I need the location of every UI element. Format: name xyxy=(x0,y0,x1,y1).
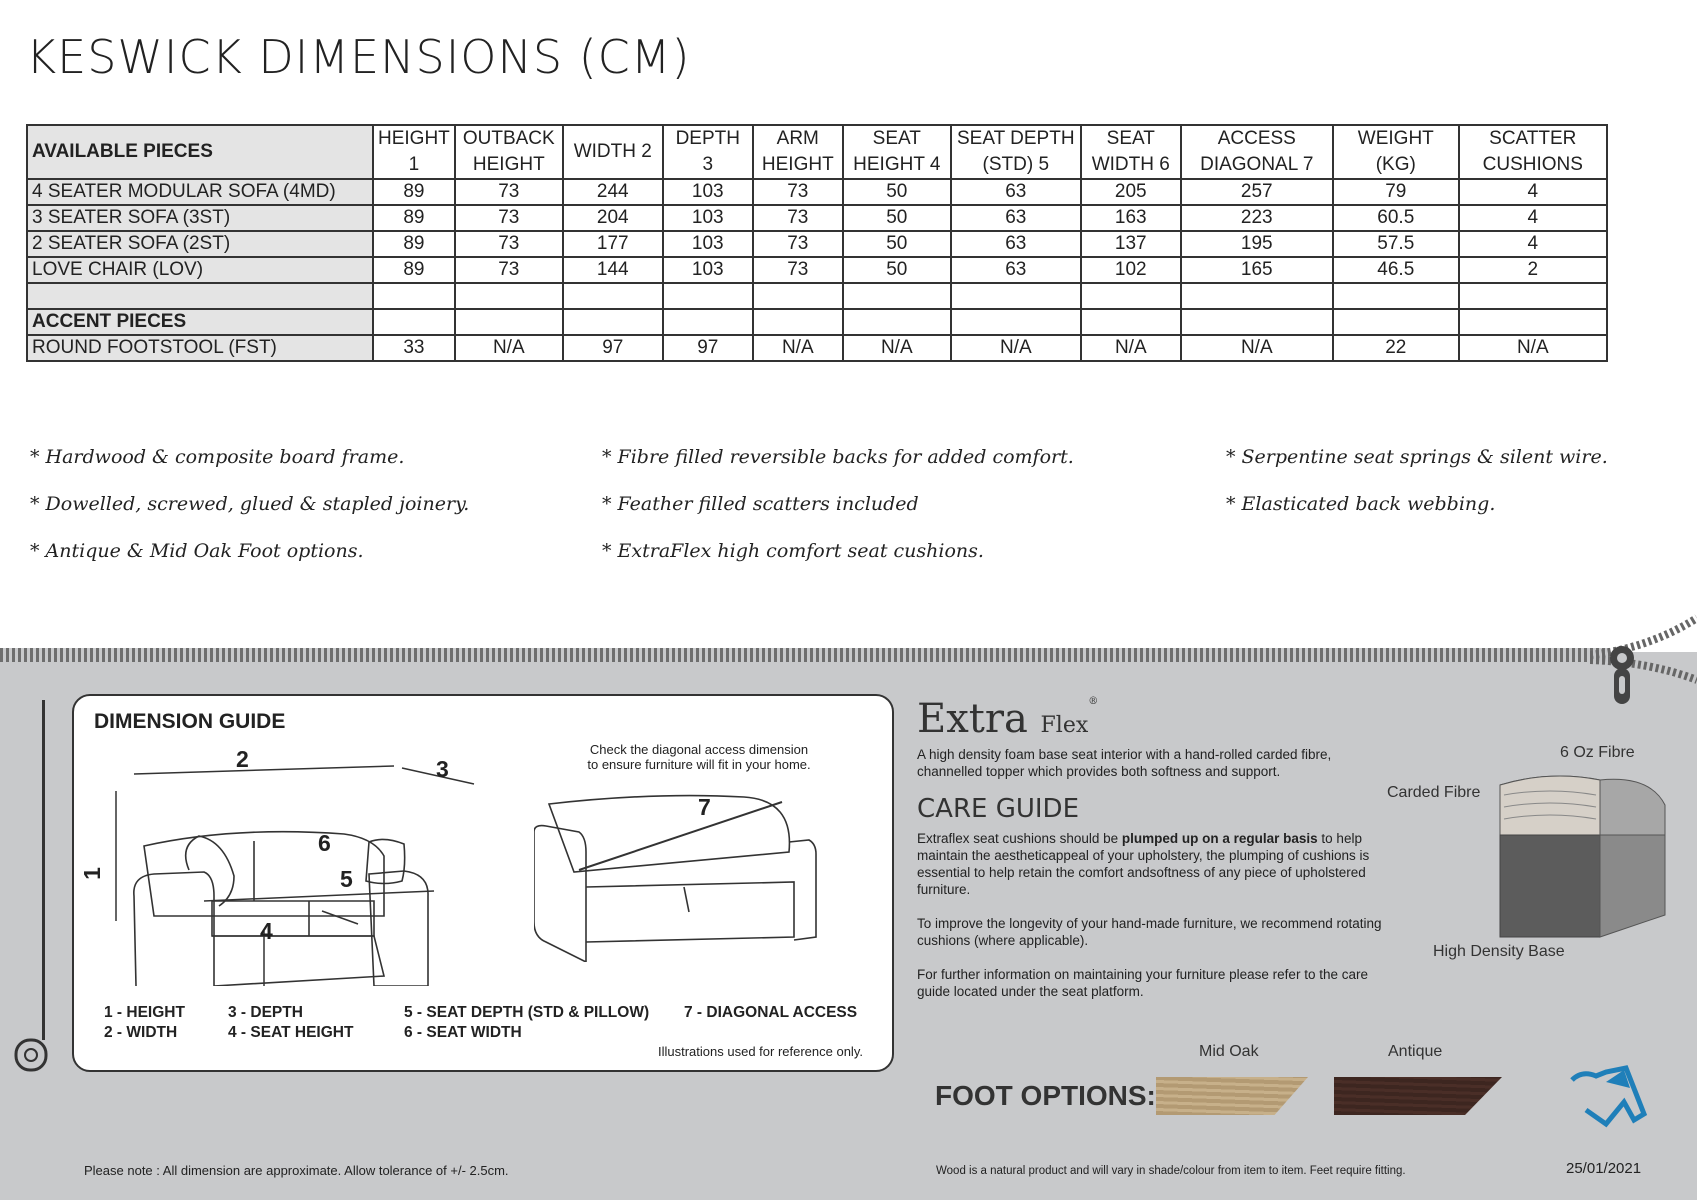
column-header: DEPTH 3 xyxy=(663,125,753,179)
table-cell xyxy=(1333,309,1459,335)
table-cell: 97 xyxy=(663,335,753,361)
table-cell: 79 xyxy=(1333,179,1459,205)
foot-options-title: FOOT OPTIONS: xyxy=(935,1080,1156,1111)
care-paragraph-1: Extraflex seat cushions should be plumped up on a regular basis to help maintain the aestheticappeal of your upholstery, the plumping of cushions is essential to help retain the comfort andsoftness of any piece of upholstered furniture. xyxy=(917,831,1370,897)
table-row xyxy=(27,335,1607,361)
table-cell: 50 xyxy=(843,257,951,283)
features-col-2 xyxy=(602,446,1074,587)
column-header: SCATTER CUSHIONS xyxy=(1459,125,1607,179)
table-cell xyxy=(1081,283,1181,309)
table-cell: N/A xyxy=(951,335,1081,361)
column-header: SEAT WIDTH 6 xyxy=(1081,125,1181,179)
table-cell xyxy=(373,309,455,335)
table-cell: 73 xyxy=(455,205,563,231)
table-body xyxy=(27,179,1607,361)
table-cell xyxy=(951,283,1081,309)
table-cell xyxy=(1459,309,1607,335)
table-cell: 4 xyxy=(1459,205,1607,231)
zipper-strip xyxy=(0,648,1610,662)
table-cell: 33 xyxy=(373,335,455,361)
diagram-label-base: High Density Base xyxy=(1433,943,1565,960)
table-cell: 103 xyxy=(663,257,753,283)
table-cell: 103 xyxy=(663,205,753,231)
table-cell xyxy=(843,283,951,309)
table-cell: 163 xyxy=(1081,205,1181,231)
table-cell: 73 xyxy=(455,257,563,283)
feature-item: * Hardwood & composite board frame. xyxy=(30,446,405,468)
table-cell: 50 xyxy=(843,179,951,205)
column-header: OUTBACK HEIGHT xyxy=(455,125,563,179)
illustration-disclaimer: Illustrations used for reference only. xyxy=(658,1044,863,1059)
diagonal-note: Check the diagonal access dimension to ensure furniture will fit in your home. xyxy=(587,742,811,772)
table-cell: 46.5 xyxy=(1333,257,1459,283)
table-cell: 195 xyxy=(1181,231,1333,257)
row-label: LOVE CHAIR (LOV) xyxy=(27,257,373,283)
legend-width: 2 - WIDTH xyxy=(104,1024,178,1041)
table-cell: 63 xyxy=(951,231,1081,257)
table-cell: 60.5 xyxy=(1333,205,1459,231)
table-cell xyxy=(843,309,951,335)
table-cell: 89 xyxy=(373,179,455,205)
table-cell xyxy=(455,283,563,309)
cushion-layers-diagram xyxy=(1490,765,1670,945)
table-cell: 165 xyxy=(1181,257,1333,283)
table-cell: 57.5 xyxy=(1333,231,1459,257)
legend-depth: 3 - DEPTH xyxy=(228,1004,303,1021)
label-4: 4 xyxy=(260,918,273,944)
sofa-diagonal-illustration xyxy=(534,792,854,962)
table-cell: 2 xyxy=(1459,257,1607,283)
table-cell: 50 xyxy=(843,205,951,231)
table-row xyxy=(27,231,1607,257)
column-header: WEIGHT (KG) xyxy=(1333,125,1459,179)
feature-item: * Dowelled, screwed, glued & stapled joinery. xyxy=(30,493,470,515)
diagram-label-mid: Carded Fibre xyxy=(1387,784,1481,801)
table-row xyxy=(27,257,1607,283)
table-row xyxy=(27,179,1607,205)
table-row xyxy=(27,205,1607,231)
table-cell: 223 xyxy=(1181,205,1333,231)
table-cell: 22 xyxy=(1333,335,1459,361)
table-cell: 73 xyxy=(455,179,563,205)
column-header: SEAT DEPTH (STD) 5 xyxy=(951,125,1081,179)
label-1: 1 xyxy=(78,867,105,880)
feature-item: * Feather filled scatters included xyxy=(602,493,919,515)
tape-measure-line xyxy=(42,700,45,1040)
features-col-3 xyxy=(1226,446,1608,540)
table-cell xyxy=(563,283,663,309)
feature-item: * Antique & Mid Oak Foot options. xyxy=(30,540,364,562)
table-cell: N/A xyxy=(1081,335,1181,361)
table-cell: 205 xyxy=(1081,179,1181,205)
column-header: SEAT HEIGHT 4 xyxy=(843,125,951,179)
table-cell: N/A xyxy=(753,335,843,361)
table-cell: N/A xyxy=(843,335,951,361)
table-cell: 63 xyxy=(951,179,1081,205)
row-label: 4 SEATER MODULAR SOFA (4MD) xyxy=(27,179,373,205)
label-6: 6 xyxy=(318,830,331,856)
footer-wood-note: Wood is a natural product and will vary in shade/colour from item to item. Feet require fitting. xyxy=(936,1165,1406,1177)
brand-logo-icon xyxy=(1566,1062,1650,1128)
table-cell: 89 xyxy=(373,231,455,257)
care-guide-title: CARE GUIDE xyxy=(917,794,1079,824)
table-cell: 97 xyxy=(563,335,663,361)
tape-measure-icon xyxy=(14,1036,50,1076)
table-cell xyxy=(563,309,663,335)
row-label xyxy=(27,283,373,309)
table-cell xyxy=(1459,283,1607,309)
label-7: 7 xyxy=(698,794,711,820)
table-cell: 137 xyxy=(1081,231,1181,257)
care-paragraph-2: To improve the longevity of your hand-made furniture, we recommend rotating cushions (where applicable). xyxy=(917,916,1382,948)
row-label: ACCENT PIECES xyxy=(27,309,373,335)
table-cell xyxy=(455,309,563,335)
legend-seat-height: 4 - SEAT HEIGHT xyxy=(228,1024,354,1041)
table-cell xyxy=(951,309,1081,335)
table-cell xyxy=(753,283,843,309)
table-cell: 102 xyxy=(1081,257,1181,283)
zipper-pull-icon xyxy=(1590,610,1697,710)
legend-seat-width: 6 - SEAT WIDTH xyxy=(404,1024,522,1041)
table-cell: 73 xyxy=(753,231,843,257)
feature-item: * ExtraFlex high comfort seat cushions. xyxy=(602,540,984,562)
table-cell: N/A xyxy=(455,335,563,361)
table-cell: 63 xyxy=(951,205,1081,231)
table-cell: 257 xyxy=(1181,179,1333,205)
table-cell xyxy=(753,309,843,335)
table-cell: 50 xyxy=(843,231,951,257)
extraflex-logo: Extra Flex® xyxy=(917,696,1099,742)
diagram-label-top: 6 Oz Fibre xyxy=(1560,744,1635,761)
label-5: 5 xyxy=(340,866,353,892)
table-cell xyxy=(663,309,753,335)
label-3: 3 xyxy=(436,756,449,782)
table-cell: 204 xyxy=(563,205,663,231)
extraflex-description: A high density foam base seat interior with a hand-rolled carded fibre, channelled topper which provides both softness and support. xyxy=(917,747,1332,779)
table-cell: 73 xyxy=(753,257,843,283)
legend-height: 1 - HEIGHT xyxy=(104,1004,185,1021)
legend-diagonal: 7 - DIAGONAL ACCESS xyxy=(684,1004,858,1021)
table-cell: 89 xyxy=(373,257,455,283)
row-label: 2 SEATER SOFA (2ST) xyxy=(27,231,373,257)
footer-note: Please note : All dimension are approximate. Allow tolerance of +/- 2.5cm. xyxy=(84,1163,509,1178)
table-cell xyxy=(373,283,455,309)
table-cell: 73 xyxy=(753,179,843,205)
feature-item: * Serpentine seat springs & silent wire. xyxy=(1226,446,1608,468)
table-cell: 177 xyxy=(563,231,663,257)
table-cell: 103 xyxy=(663,231,753,257)
table-row xyxy=(27,309,1607,335)
column-header: ACCESS DIAGONAL 7 xyxy=(1181,125,1333,179)
table-cell xyxy=(1181,309,1333,335)
dimension-guide-panel xyxy=(72,694,894,1072)
swatch-label-mid-oak: Mid Oak xyxy=(1199,1043,1259,1060)
sofa-dimension-illustration xyxy=(84,746,484,986)
table-cell: 4 xyxy=(1459,179,1607,205)
row-label: ROUND FOOTSTOOL (FST) xyxy=(27,335,373,361)
table-header-row xyxy=(27,125,1607,179)
legend-seat-depth: 5 - SEAT DEPTH (STD & PILLOW) xyxy=(404,1004,650,1021)
table-row xyxy=(27,283,1607,309)
row-label: 3 SEATER SOFA (3ST) xyxy=(27,205,373,231)
table-cell xyxy=(1333,283,1459,309)
table-cell: 244 xyxy=(563,179,663,205)
column-header: ARM HEIGHT xyxy=(753,125,843,179)
table-cell: 4 xyxy=(1459,231,1607,257)
table-cell: 73 xyxy=(753,205,843,231)
table-cell: N/A xyxy=(1459,335,1607,361)
table-cell xyxy=(1081,309,1181,335)
table-cell xyxy=(663,283,753,309)
column-header: WIDTH 2 xyxy=(563,125,663,179)
column-header: AVAILABLE PIECES xyxy=(27,125,373,179)
table-cell xyxy=(1181,283,1333,309)
table-cell: N/A xyxy=(1181,335,1333,361)
label-2: 2 xyxy=(236,746,249,772)
table-cell: 103 xyxy=(663,179,753,205)
table-cell: 73 xyxy=(455,231,563,257)
feature-item: * Elasticated back webbing. xyxy=(1226,493,1496,515)
table-cell: 89 xyxy=(373,205,455,231)
feature-item: * Fibre filled reversible backs for added comfort. xyxy=(602,446,1074,468)
footer-date: 25/01/2021 xyxy=(1566,1160,1642,1177)
guide-title: DIMENSION GUIDE xyxy=(94,710,286,733)
page-title: KESWICK DIMENSIONS (CM) xyxy=(26,30,691,84)
swatch-label-antique: Antique xyxy=(1388,1043,1443,1060)
features-col-1 xyxy=(30,446,469,587)
column-header: HEIGHT 1 xyxy=(373,125,455,179)
table-cell: 63 xyxy=(951,257,1081,283)
table-cell: 144 xyxy=(563,257,663,283)
dimensions-table xyxy=(26,124,1608,362)
care-paragraph-3: For further information on maintaining your furniture please refer to the care guide located under the seat platform. xyxy=(917,967,1368,999)
